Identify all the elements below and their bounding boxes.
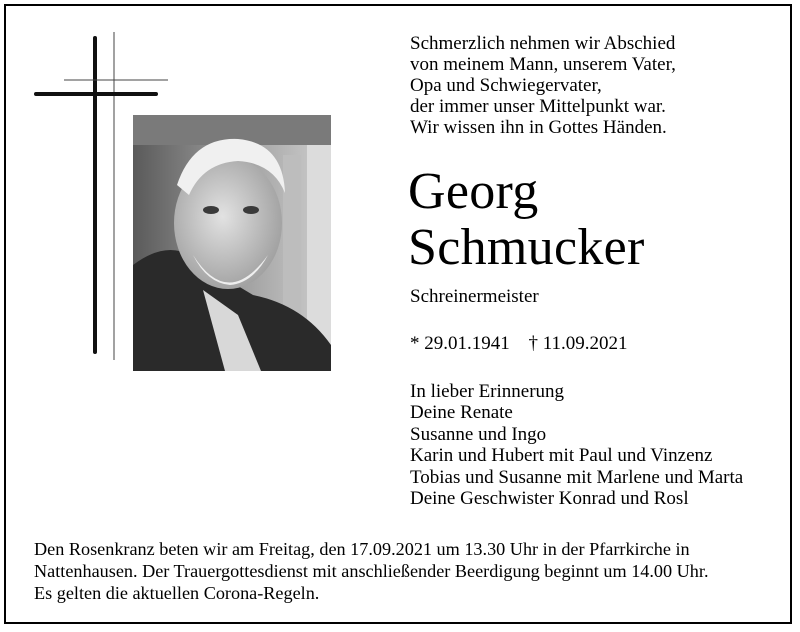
birth-date: * 29.01.1941 bbox=[410, 333, 510, 354]
intro-line: Schmerzlich nehmen wir Abschied bbox=[410, 33, 676, 54]
notice-line: Den Rosenkranz beten wir am Freitag, den 17.09.2021 um 13.30 Uhr in der Pfarrkirche in bbox=[34, 539, 690, 559]
notice-line: Nattenhausen. Der Trauergottesdienst mit anschließender Beerdigung beginnt um 14.00 Uhr. bbox=[34, 560, 709, 581]
mourner-line: Karin und Hubert mit Paul und Vinzenz bbox=[410, 445, 713, 467]
mourner-line: Tobias und Susanne mit Marlene und Marta bbox=[410, 466, 744, 488]
first-name: Georg bbox=[408, 163, 539, 220]
notice-line: Es gelten die aktuellen Corona-Regeln. bbox=[34, 582, 320, 603]
mourner-line: Deine Renate bbox=[410, 402, 513, 424]
intro-line: Wir wissen ihn in Gottes Händen. bbox=[410, 117, 667, 138]
profession: Schreinermeister bbox=[410, 286, 539, 307]
funeral-notice bbox=[34, 539, 774, 604]
portrait-photo bbox=[133, 115, 331, 371]
mourners-list bbox=[410, 381, 743, 509]
intro-text bbox=[410, 33, 750, 138]
intro-line: von meinem Mann, unserem Vater, bbox=[410, 54, 676, 75]
mourner-line: Susanne und Ingo bbox=[410, 423, 547, 445]
intro-line: Opa und Schwiegervater, bbox=[410, 75, 602, 96]
last-name: Schmucker bbox=[408, 219, 645, 276]
mourner-line: In lieber Erinnerung bbox=[410, 381, 565, 402]
life-dates bbox=[410, 333, 642, 355]
deceased-name bbox=[408, 164, 645, 276]
death-date: † 11.09.2021 bbox=[528, 333, 628, 354]
mourner-line: Deine Geschwister Konrad und Rosl bbox=[410, 488, 689, 510]
intro-line: der immer unser Mittelpunkt war. bbox=[410, 96, 666, 117]
